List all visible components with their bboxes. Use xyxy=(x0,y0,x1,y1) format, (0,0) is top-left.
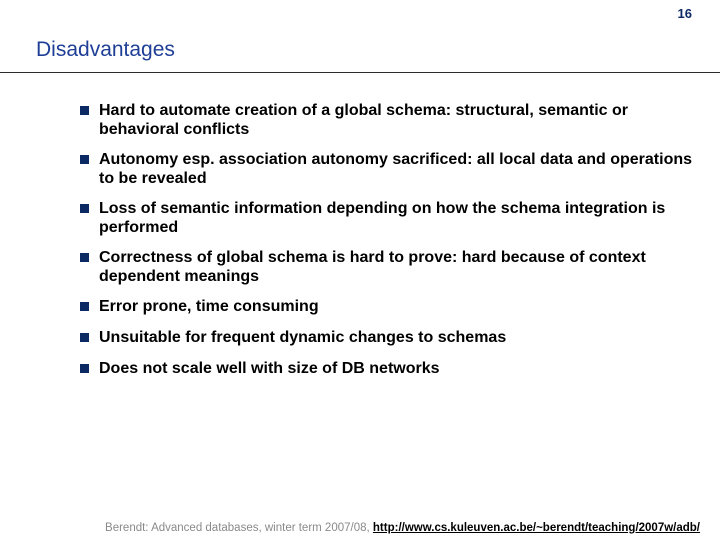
footer-citation: Berendt: Advanced databases, winter term 2007/08, xyxy=(105,522,373,534)
bullet-text: Correctness of global schema is hard to prove: hard because of context dependent meanings xyxy=(99,249,646,285)
bullet-text: Autonomy esp. association autonomy sacrificed: all local data and operations to be revealed xyxy=(99,151,693,187)
bullet-item xyxy=(80,359,700,378)
title-divider xyxy=(0,72,720,73)
bullet-text: Error prone, time consuming xyxy=(99,298,319,315)
square-bullet-icon xyxy=(80,253,89,262)
slide-title: Disadvantages xyxy=(36,38,175,61)
bullet-text: Does not scale well with size of DB networks xyxy=(99,360,440,377)
square-bullet-icon xyxy=(80,155,89,164)
square-bullet-icon xyxy=(80,106,89,115)
bullet-text: Loss of semantic information depending on how the schema integration is performed xyxy=(99,200,666,236)
square-bullet-icon xyxy=(80,333,89,342)
footer xyxy=(105,522,700,534)
square-bullet-icon xyxy=(80,204,89,213)
bullet-item xyxy=(80,328,700,347)
bullet-text: Unsuitable for frequent dynamic changes to schemas xyxy=(99,329,507,346)
slide-number: 16 xyxy=(677,6,692,21)
square-bullet-icon xyxy=(80,364,89,373)
bullet-text: Hard to automate creation of a global schema: structural, semantic or behavioral conflicts xyxy=(99,102,629,138)
bullet-list xyxy=(80,101,700,390)
square-bullet-icon xyxy=(80,302,89,311)
bullet-item xyxy=(80,199,700,237)
bullet-item xyxy=(80,297,700,316)
bullet-item xyxy=(80,248,700,286)
bullet-item xyxy=(80,150,700,188)
bullet-item xyxy=(80,101,700,139)
footer-link[interactable]: http://www.cs.kuleuven.ac.be/~berendt/teaching/2007w/adb/ xyxy=(372,522,700,534)
